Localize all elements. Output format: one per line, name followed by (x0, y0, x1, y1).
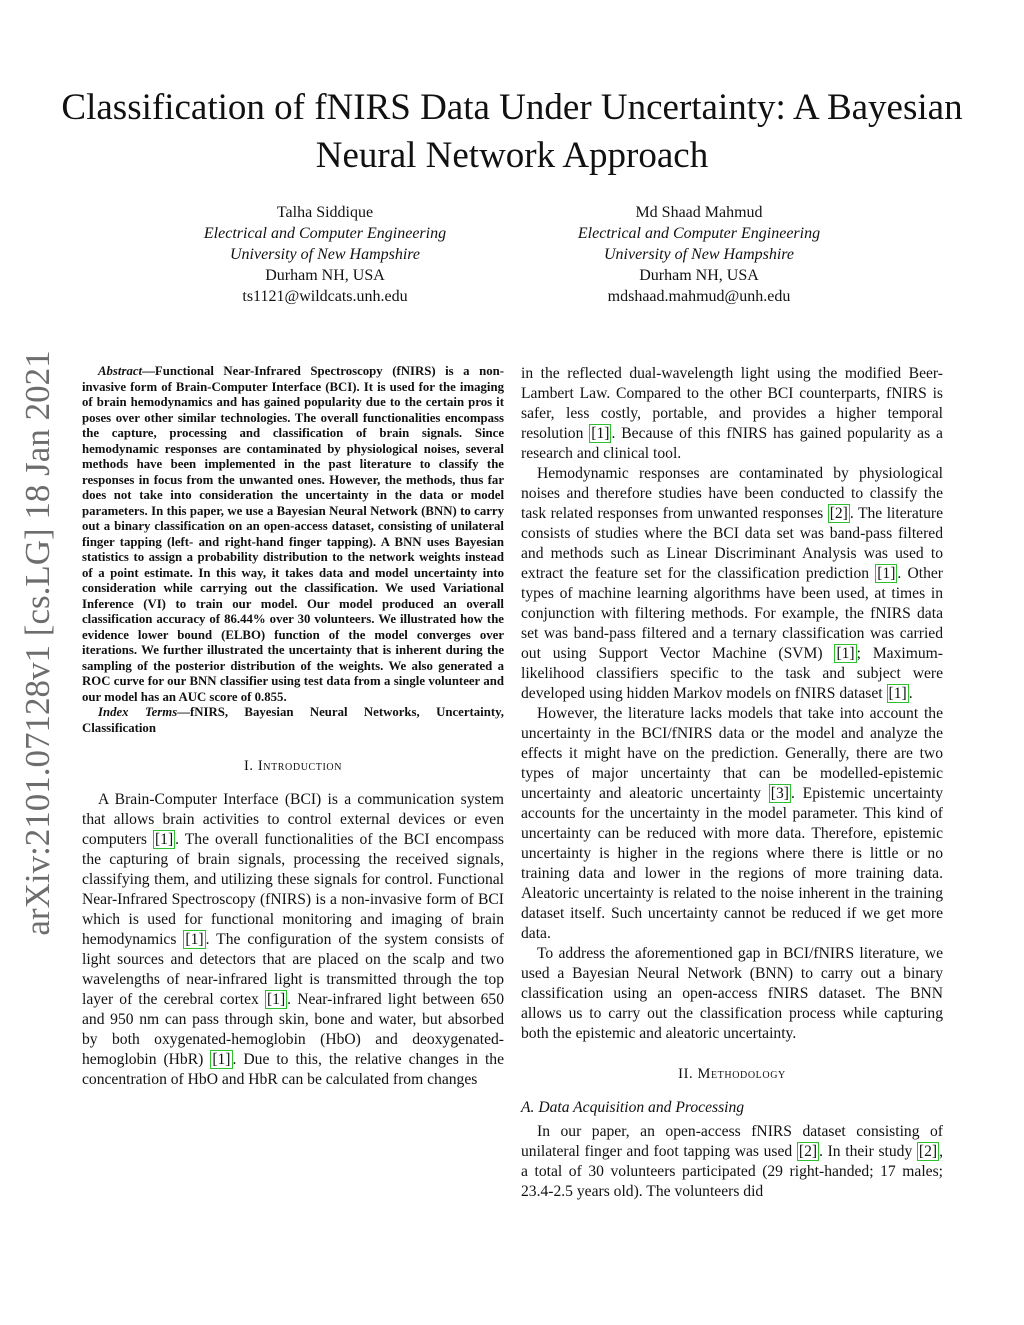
citation-link[interactable]: [1] (154, 831, 174, 848)
paragraph-hemodynamic (521, 464, 943, 704)
citation-link[interactable]: [3] (770, 785, 789, 802)
text-run: . The literature consists of studies where the BCI data set was band-pass filtered and methods such as Linear Discriminant Analysis was used to extract the feature set for the classification prediction (521, 505, 943, 582)
text-run: . Due to this, the relative changes in the concentration of HbO and HbR can be calculated from changes (82, 1051, 505, 1088)
left-column (82, 364, 504, 1090)
text-run: In our paper, an open-access fNIRS dataset consisting of unilateral finger and foot tapping was used (521, 1123, 943, 1160)
section-heading-methodology: II. Methodology (678, 1066, 786, 1082)
author-department: Electrical and Computer Engineering (577, 225, 821, 242)
text-run: . In their study (819, 1143, 917, 1160)
text-run: . (908, 685, 913, 702)
text-run: Hemodynamic responses are contaminated by physiological noises and therefore studies have been conducted to classify the task related responses from unwanted responses (521, 465, 943, 522)
text-run: . The overall functionalities of the BCI encompass the capturing of brain signals, processing the received signals, classifying them, and utilizing these signals for control. Functional Near-Infrared Spectroscopy (fNIRS) is a non-invasive form of BCI which is used for functional monitoring and imaging of brain hemodynamics (82, 831, 505, 948)
author-block-2 (499, 202, 899, 307)
author-email: ts1121@wildcats.unh.edu (242, 288, 408, 305)
citation-link[interactable]: [1] (836, 645, 855, 662)
author-organization: University of New Hampshire (603, 246, 795, 263)
paragraph-uncertainty (521, 704, 943, 944)
paragraph-gap: To address the aforementioned gap in BCI/fNIRS literature, we used a Bayesian Neural Network (BNN) to carry out a binary classification using an open-access fNIRS dataset. The BNN allows us to carry out the classification process while capturing both the epistemic and aleatoric uncertainty. (521, 945, 943, 1042)
author-name: Talha Siddique (276, 204, 374, 221)
text-run: . Epistemic uncertainty accounts for the uncertainty in the model parameter. This kind of uncertainty can be reduced with more data. Therefore, epistemic uncertainty is higher in the regions where there is little or no training data and lower in the regions of more training data. Aleatoric uncertainty is related to the noise inherent in the training dataset itself. Such uncertainty cannot be reduced if we get more data. (521, 785, 943, 942)
citation-link[interactable]: [2] (918, 1143, 938, 1160)
section-heading-introduction: I. Introduction (243, 758, 343, 774)
citation-link[interactable]: [1] (212, 1051, 231, 1068)
author-organization: University of New Hampshire (229, 246, 421, 263)
text-run: . Near-infrared light between 650 and 950 nm can pass through skin, bone and water, but absorbed by both oxygenated-hemoglobin (HbO) and deoxygenated-hemoglobin (HbR) (82, 991, 505, 1068)
paragraph-data-acquisition (521, 1122, 943, 1202)
author-email: mdshaad.mahmud@unh.edu (607, 288, 791, 305)
author-department: Electrical and Computer Engineering (203, 225, 447, 242)
author-block-1 (125, 202, 525, 307)
citation-link[interactable]: [2] (798, 1143, 818, 1160)
index-terms-label: Index Terms (98, 705, 178, 719)
citation-link[interactable]: [1] (591, 425, 610, 442)
index-terms-text: —fNIRS, Bayesian Neural Networks, Uncertainty, Classification (82, 705, 504, 735)
text-run: , a total of 30 volunteers participated (29 right-handed; 17 males; 23.4-2.5 years old). The volunteers did (521, 1143, 943, 1200)
arxiv-stamp: arXiv:2101.07128v1 [cs.LG] 18 Jan 2021 (18, 350, 57, 936)
text-run: ; Maximum-likelihood classifiers specific to the task and subject were developed using hidden Markov models on fNIRS dataset (521, 645, 943, 702)
text-run: A Brain-Computer Interface (BCI) is a communication system that allows brain activities to control external devices or even computers (82, 791, 504, 848)
text-run: . Because of this fNIRS has gained popularity as a research and clinical tool. (521, 425, 943, 462)
text-run: . Other types of machine learning algorithms have been used, at times in conjunction with filtering methods. For example, the fNIRS data set was band-pass filtered and a ternary classification was carried out using Support Vector Machine (SVM) (521, 565, 943, 662)
author-name: Md Shaad Mahmud (635, 204, 763, 221)
citation-link[interactable]: [1] (888, 685, 907, 702)
paper-title: Classification of fNIRS Data Under Uncertainty: A Bayesian Neural Network Approach (61, 87, 963, 176)
abstract (82, 364, 504, 736)
citation-link[interactable]: [2] (829, 505, 848, 522)
subsection-heading: A. Data Acquisition and Processing (521, 1099, 745, 1116)
abstract-text: —Functional Near-Infrared Spectroscopy (fNIRS) is a non-invasive form of Brain-Computer Interface (BCI). It is used for the imaging of brain hemodynamics and has gained popularity due to the certain pros it poses over other similar technologies. The overall functionalities encompass the capture, processing and classification of brain signals. Since hemodynamic responses are contaminated by physiological noises, several methods have been implemented in the past literature to classify the responses in focus from the unwanted ones. However, the methods, thus far does not take into consideration the uncertainty in the data or model parameters. In this paper, we use a Bayesian Neural Network (BNN) to carry out a binary classification on an open-access dataset, consisting of unilateral finger tapping (left- and right-hand finger tapping). A BNN uses Bayesian statistics to assign a probability distribution to the network weights instead of a point estimate. In this way, it takes data and model uncertainty into consideration while carrying out the classification. We used Variational Inference (VI) to train our model. Our model produced an overall classification accuracy of 86.44% over 30 volunteers. We illustrated how the evidence lower bound (ELBO) function of the model converges over iterations. We further illustrated the uncertainty that is inherent during the sampling of the posterior distribution of the weights. We also generated a ROC curve for our BNN classifier using test data from a single volunteer and our model has an AUC score of 0.855. (82, 364, 504, 704)
citation-link[interactable]: [1] (185, 931, 204, 948)
intro-paragraph (82, 790, 504, 1090)
author-location: Durham NH, USA (265, 267, 385, 284)
citation-link[interactable]: [1] (266, 991, 286, 1008)
author-location: Durham NH, USA (639, 267, 759, 284)
citation-link[interactable]: [1] (877, 565, 896, 582)
paragraph-continued (521, 364, 943, 464)
right-column (521, 364, 943, 1202)
abstract-label: Abstract (98, 364, 143, 378)
text-run: However, the literature lacks models that take into account the uncertainty in the BCI/fNIRS data or the model and analyze the effects it might have on the prediction. Generally, there are two types of major uncertainty that can be modelled-epistemic uncertainty and aleatoric uncertainty (521, 705, 943, 802)
text-run: in the reflected dual-wavelength light using the modified Beer-Lambert Law. Compared to the other BCI counterparts, fNIRS is safer, less costly, portable, and provides a higher temporal resolution (521, 365, 943, 442)
text-run: . The configuration of the system consists of light sources and detectors that are placed on the scalp and two wavelengths of near-infrared light is transmitted through the top layer of the cerebral cortex (82, 931, 504, 1008)
